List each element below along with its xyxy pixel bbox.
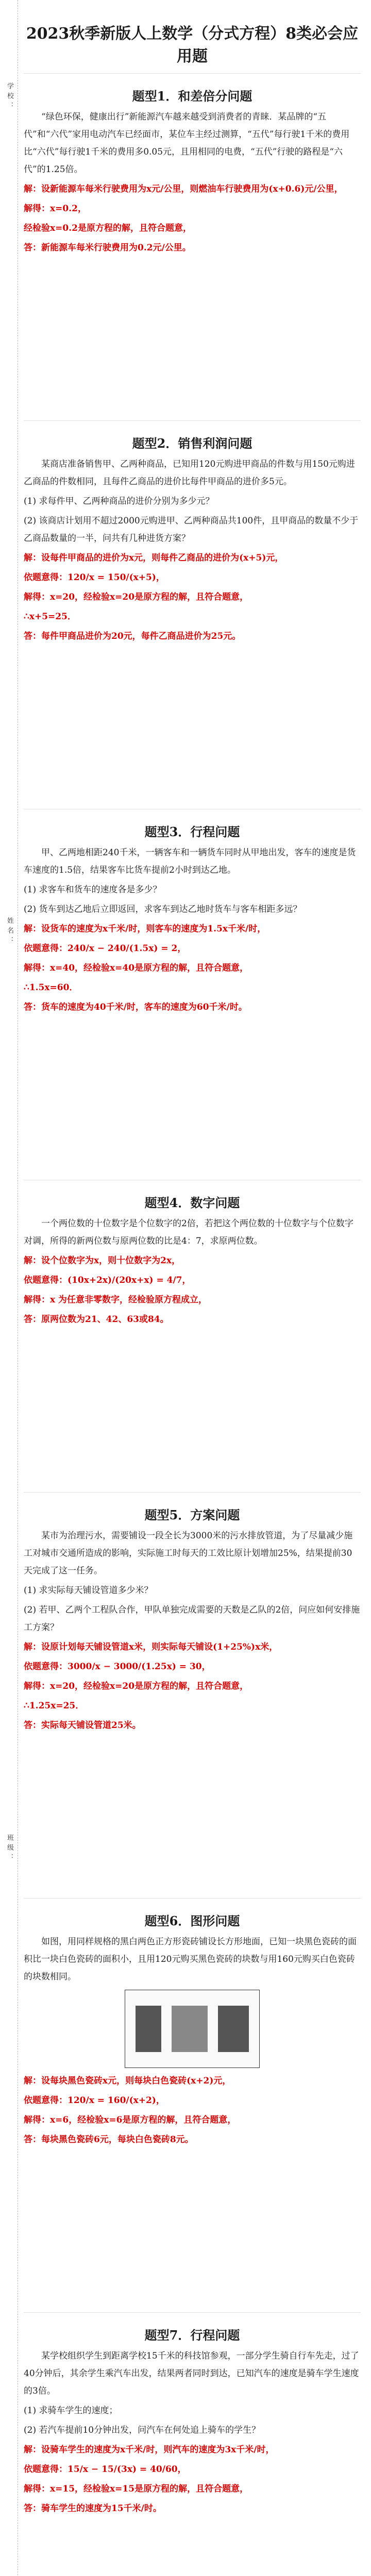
problem-text: “绿色环保，健康出行”新能源汽车越来越受到消费者的青睐．某品牌的“五代”和“六代”家用电动汽车已经面市，某位车主经过测算，“五代”每行驶1千米的费用比“六代”每行驶1千米的费用多0.05元，且用相同的电费，“五代”行驶的路程是“六代”的1.25倍。 xyxy=(24,112,350,175)
section-3 xyxy=(24,809,361,1173)
problem-text: (1) 求每件甲、乙两种商品的进价分别为多少元？ xyxy=(24,496,214,506)
section-1 xyxy=(24,73,361,413)
worksheet xyxy=(24,21,361,2576)
section-heading: 题型6．图形问题 xyxy=(144,1913,240,1928)
problem-text: (2) 货车到达乙地后立即返回，求客车到达乙地时货车与客车相距多远？ xyxy=(24,904,302,914)
answer-line: 解：设个位数字为x，则十位数字为2x， xyxy=(24,1256,181,1266)
problem-text: (2) 若汽车提前10分钟出发，问汽车在何处追上骑车的学生？ xyxy=(24,2425,261,2435)
tile-block xyxy=(136,2006,161,2052)
spacer xyxy=(24,1736,361,1891)
answer-line: 答：原两位数为21、42、63或84。 xyxy=(24,1314,169,1325)
answer-line: ∴1.25x=25． xyxy=(24,1701,85,1711)
problem-text: 一个两位数的十位数字是个位数字的2倍，若把这个两位数的十位数字与个位数字对调，所得的新两位数与原两位数的比是4：7，求原两位数。 xyxy=(24,1218,353,1246)
binding-margin xyxy=(0,0,18,2576)
section-4 xyxy=(24,1180,361,1485)
problem-text: (1) 求实际每天铺设管道多少米？ xyxy=(24,1585,153,1596)
worksheet-title: 2023秋季新版人上数学（分式方程）8类必会应用题 xyxy=(26,25,359,65)
answer-line: 依题意得：(10x+2x)/(20x+x) = 4/7， xyxy=(24,1275,191,1285)
problem-text: 甲、乙两地相距240千米，一辆客车和一辆货车同时从甲地出发，客车的速度是货车速度的1.5倍，结果客车比货车提前2小时到达乙地。 xyxy=(24,848,356,875)
section-heading: 题型2．销售利润问题 xyxy=(132,436,252,451)
problem-text: (1) 求客车和货车的速度各是多少？ xyxy=(24,885,162,895)
class-label: 班级： xyxy=(6,1834,13,1863)
problem-text: 某商店准备销售甲、乙两种商品，已知用120元购进甲商品的件数与用150元购进乙商品的件数相同，且每件乙商品的进价比每件甲商品的进价多5元。 xyxy=(24,459,355,487)
school-label: 学校： xyxy=(6,82,13,112)
tile-figure xyxy=(125,1990,260,2068)
section-heading: 题型4．数字问题 xyxy=(144,1195,240,1210)
answer-line: 解得：x=20，经检验x=20是原方程的解，且符合题意， xyxy=(24,1681,249,1691)
answer-line: 解得：x=0.2， xyxy=(24,204,87,214)
problem-text: (1) 求骑车学生的速度； xyxy=(24,2405,118,2416)
answer-line: 解得：x 为任意非零数字，经检验原方程成立， xyxy=(24,1295,208,1305)
section-7 xyxy=(24,2312,361,2576)
section-heading: 题型3．行程问题 xyxy=(144,824,240,839)
section-heading: 题型5．方案问题 xyxy=(144,1507,240,1522)
answer-line: 解：设新能源车每米行驶费用为x元/公里，则燃油车行驶费用为(x+0.6)元/公里， xyxy=(24,184,343,194)
problem-text: 如图，用同样规格的黑白两色正方形瓷砖铺设长方形地面，已知一块黑色瓷砖的面积比一块白色瓷砖的面积小，且用120元购买黑色瓷砖的块数与用160元购买白色瓷砖的块数相同。 xyxy=(24,1937,357,1982)
spacer xyxy=(24,259,361,413)
answer-line: 经检验x=0.2是原方程的解，且符合题意， xyxy=(24,223,192,233)
section-6 xyxy=(24,1898,361,2305)
answer-line: 解：设每件甲商品的进价为x元，则每件乙商品的进价为(x+5)元， xyxy=(24,553,284,563)
problem-text: (2) 若甲、乙两个工程队合作，甲队单独完成需要的天数是乙队的2倍，问应如何安排施工方案？ xyxy=(24,1605,360,1633)
section-heading: 题型7．行程问题 xyxy=(144,2328,240,2343)
spacer xyxy=(24,2519,361,2576)
tile-block xyxy=(172,2006,208,2052)
problem-text: 某市为治理污水，需要铺设一段全长为3000米的污水排放管道，为了尽量减少施工对城市交通所造成的影响，实际施工时每天的工效比原计划增加25%，结果提前30天完成了这一任务。 xyxy=(24,1531,353,1576)
answer-line: 答：实际每天铺设管道25米。 xyxy=(24,1720,141,1731)
answer-line: 解得：x=20，经检验x=20是原方程的解，且符合题意， xyxy=(24,592,249,602)
answer-line: 依题意得：15/x − 15/(3x) = 40/60， xyxy=(24,2464,187,2475)
section-heading: 题型1．和差倍分问题 xyxy=(132,89,252,104)
spacer xyxy=(24,647,361,802)
tile-block xyxy=(218,2006,249,2052)
name-label: 姓名： xyxy=(6,917,13,946)
answer-line: 依题意得：120/x = 160/(x+2)， xyxy=(24,2095,165,2106)
spacer xyxy=(24,1018,361,1173)
answer-line: 解：设骑车学生的速度为x千米/时，则汽车的速度为3x千米/时， xyxy=(24,2445,275,2455)
answer-line: 答：骑车学生的速度为15千米/时。 xyxy=(24,2503,162,2514)
section-2 xyxy=(24,420,361,802)
spacer xyxy=(24,1330,361,1485)
answer-line: 解得：x=40，经检验x=40是原方程的解，且符合题意， xyxy=(24,963,249,973)
answer-line: 依题意得：3000/x − 3000/(1.25x) = 30， xyxy=(24,1662,211,1672)
spacer xyxy=(24,2150,361,2305)
answer-line: 解：设货车的速度为x千米/时，则客车的速度为1.5x千米/时， xyxy=(24,924,266,934)
answer-line: 答：每块黑色瓷砖6元，每块白色瓷砖8元。 xyxy=(24,2134,194,2145)
section-5 xyxy=(24,1492,361,1891)
answer-line: 依题意得：240/x − 240/(1.5x) = 2， xyxy=(24,943,187,954)
answer-line: 解：设每块黑色瓷砖x元，则每块白色瓷砖(x+2)元， xyxy=(24,2076,231,2086)
answer-line: ∴1.5x=60． xyxy=(24,982,78,993)
answer-line: 解得：x=15，经检验x=15是原方程的解，且符合题意， xyxy=(24,2484,249,2494)
answer-line: 答：货车的速度为40千米/时，客车的速度为60千米/时。 xyxy=(24,1002,247,1012)
problem-text: 某学校组织学生到距离学校15千米的科技馆参观，一部分学生骑自行车先走，过了40分钟后，其余学生乘汽车出发，结果两者同时到达，已知汽车的速度是骑车学生速度的3倍。 xyxy=(24,2351,359,2396)
answer-line: 答：新能源车每米行驶费用为0.2元/公里。 xyxy=(24,243,191,253)
answer-line: 解得：x=6，经检验x=6是原方程的解，且符合题意， xyxy=(24,2115,237,2125)
answer-line: ∴x+5=25． xyxy=(24,612,76,622)
answer-line: 答：每件甲商品进价为20元，每件乙商品进价为25元。 xyxy=(24,631,241,641)
answer-line: 依题意得：120/x = 150/(x+5)， xyxy=(24,572,165,583)
problem-text: (2) 该商店计划用不超过2000元购进甲、乙两种商品共100件，且甲商品的数量不少于乙商品数量的一半，问共有几种进货方案？ xyxy=(24,516,359,544)
answer-line: 解：设原计划每天铺设管道x米，则实际每天铺设(1+25%)x米， xyxy=(24,1642,278,1652)
